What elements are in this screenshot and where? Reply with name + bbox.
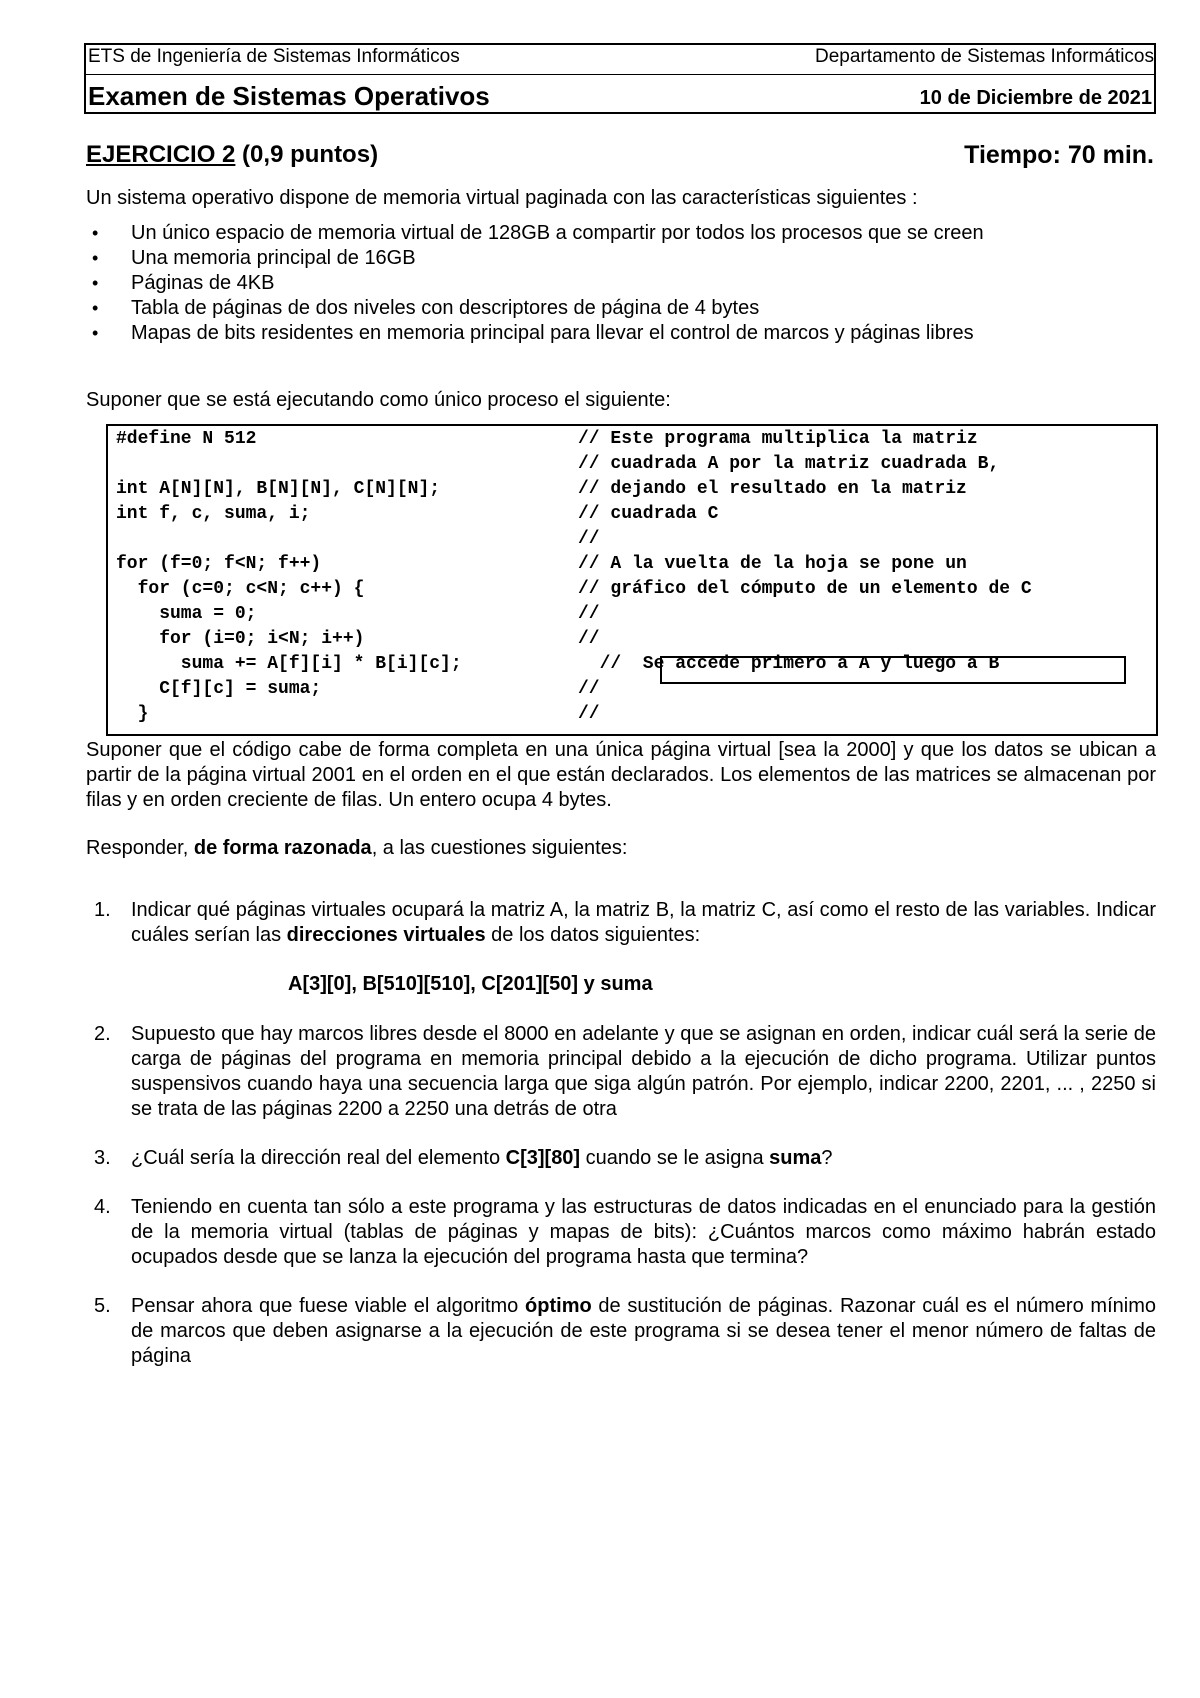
code-line: for (c=0; c<N; c++) { bbox=[116, 579, 365, 599]
respond-instruction: Responder, de forma razonada, a las cuestiones siguientes: bbox=[86, 837, 628, 859]
exercise-heading bbox=[86, 141, 378, 169]
department-name: Departamento de Sistemas Informáticos bbox=[815, 46, 1154, 67]
code-line: } bbox=[116, 704, 149, 724]
list-item: • Una memoria principal de 16GB bbox=[92, 247, 416, 269]
question-1: 1. Indicar qué páginas virtuales ocupará la matriz A, la matriz B, la matriz C, así como el resto de las variables. Indicar cuáles serían las direcciones virtuales de los datos siguientes: bbox=[94, 899, 1156, 946]
list-item: • Tabla de páginas de dos niveles con descriptores de página de 4 bytes bbox=[92, 297, 760, 319]
code-comment: // cuadrada C bbox=[578, 504, 719, 524]
question-3: 3. ¿Cuál sería la dirección real del elemento C[3][80] cuando se le asigna suma? bbox=[94, 1147, 833, 1169]
list-item: • Un único espacio de memoria virtual de 128GB a compartir por todos los procesos que se creen bbox=[92, 222, 984, 244]
question-4: 4. Teniendo en cuenta tan sólo a este programa y las estructuras de datos indicadas en el enunciado para la gestión de la memoria virtual (tablas de páginas y mapas de bits): ¿Cuántos marcos como máximo habrán estado ocupados desde que se lanza la ejecución del programa hasta que termina? bbox=[94, 1196, 1156, 1268]
exam-title: Examen de Sistemas Operativos bbox=[88, 81, 490, 111]
code-comment: // bbox=[578, 704, 600, 724]
bullet-icon: • bbox=[92, 223, 99, 243]
school-name: ETS de Ingeniería de Sistemas Informáticos bbox=[88, 46, 460, 67]
question-2: 2. Supuesto que hay marcos libres desde el 8000 en adelante y que se asignan en orden, indicar cuál será la serie de carga de páginas del programa en memoria principal debido a la ejecución de dicho programa. Utilizar puntos suspensivos cuando haya una secuencia larga que siga algún patrón. Por ejemplo, indicar 2200, 2201, ... , 2250 si se trata de las páginas 2200 a 2250 una detrás de otra bbox=[94, 1023, 1156, 1120]
code-line: #define N 512 bbox=[116, 429, 257, 449]
code-line: for (f=0; f<N; f++) bbox=[116, 554, 322, 574]
code-comment: // cuadrada A por la matriz cuadrada B, bbox=[578, 454, 1000, 474]
code-line: int A[N][N], B[N][N], C[N][N]; bbox=[116, 479, 441, 499]
code-comment: // A la vuelta de la hoja se pone un bbox=[578, 554, 967, 574]
exam-date: 10 de Diciembre de 2021 bbox=[919, 87, 1152, 109]
code-comment: // bbox=[578, 604, 600, 624]
code-comment: // dejando el resultado en la matriz bbox=[578, 479, 967, 499]
header-divider bbox=[84, 74, 1156, 75]
boxed-comment-frame bbox=[660, 656, 1126, 684]
code-comment: // bbox=[578, 629, 600, 649]
code-line: C[f][c] = suma; bbox=[116, 679, 322, 699]
code-comment: // gráfico del cómputo de un elemento de C bbox=[578, 579, 1032, 599]
bullet-icon: • bbox=[92, 298, 99, 318]
code-line: suma += A[f][i] * B[i][c]; bbox=[116, 654, 462, 674]
suppose-process-text: Suponer que se está ejecutando como único proceso el siguiente: bbox=[86, 389, 671, 411]
bullet-icon: • bbox=[92, 273, 99, 293]
code-comment: // Este programa multiplica la matriz bbox=[578, 429, 978, 449]
code-comment: // bbox=[578, 529, 600, 549]
question-5: 5. Pensar ahora que fuese viable el algoritmo óptimo de sustitución de páginas. Razonar cuál es el número mínimo de marcos que deben asignarse a la ejecución de este programa si se desea tener el menor número de faltas de página bbox=[94, 1295, 1156, 1367]
suppose-layout-paragraph: Suponer que el código cabe de forma completa en una única página virtual [sea la 2000] y que los datos se ubican a partir de la página virtual 2001 en el orden en el que están declarados. Los elementos de las matrices se almacenan por filas y en orden creciente de filas. Un entero ocupa 4 bytes. bbox=[86, 739, 1156, 811]
exercise-points: (0,9 puntos) bbox=[235, 141, 379, 168]
exercise-time: Tiempo: 70 min. bbox=[964, 141, 1154, 169]
list-item: • Páginas de 4KB bbox=[92, 272, 275, 294]
question-1-data: A[3][0], B[510][510], C[201][50] y suma bbox=[288, 973, 653, 995]
questions-list bbox=[86, 898, 1156, 1369]
bullet-icon: • bbox=[92, 323, 99, 343]
bullet-icon: • bbox=[92, 248, 99, 268]
intro-paragraph: Un sistema operativo dispone de memoria virtual paginada con las características siguientes : bbox=[86, 187, 918, 209]
code-line: for (i=0; i<N; i++) bbox=[116, 629, 365, 649]
code-comment: // Se accede primero a A y luego a B bbox=[578, 654, 1000, 674]
code-line: suma = 0; bbox=[116, 604, 257, 624]
list-item: • Mapas de bits residentes en memoria principal para llevar el control de marcos y páginas libres bbox=[92, 322, 974, 344]
code-comment: // bbox=[578, 679, 600, 699]
code-line: int f, c, suma, i; bbox=[116, 504, 311, 524]
exercise-label: EJERCICIO 2 bbox=[86, 141, 236, 168]
features-list bbox=[86, 221, 984, 346]
